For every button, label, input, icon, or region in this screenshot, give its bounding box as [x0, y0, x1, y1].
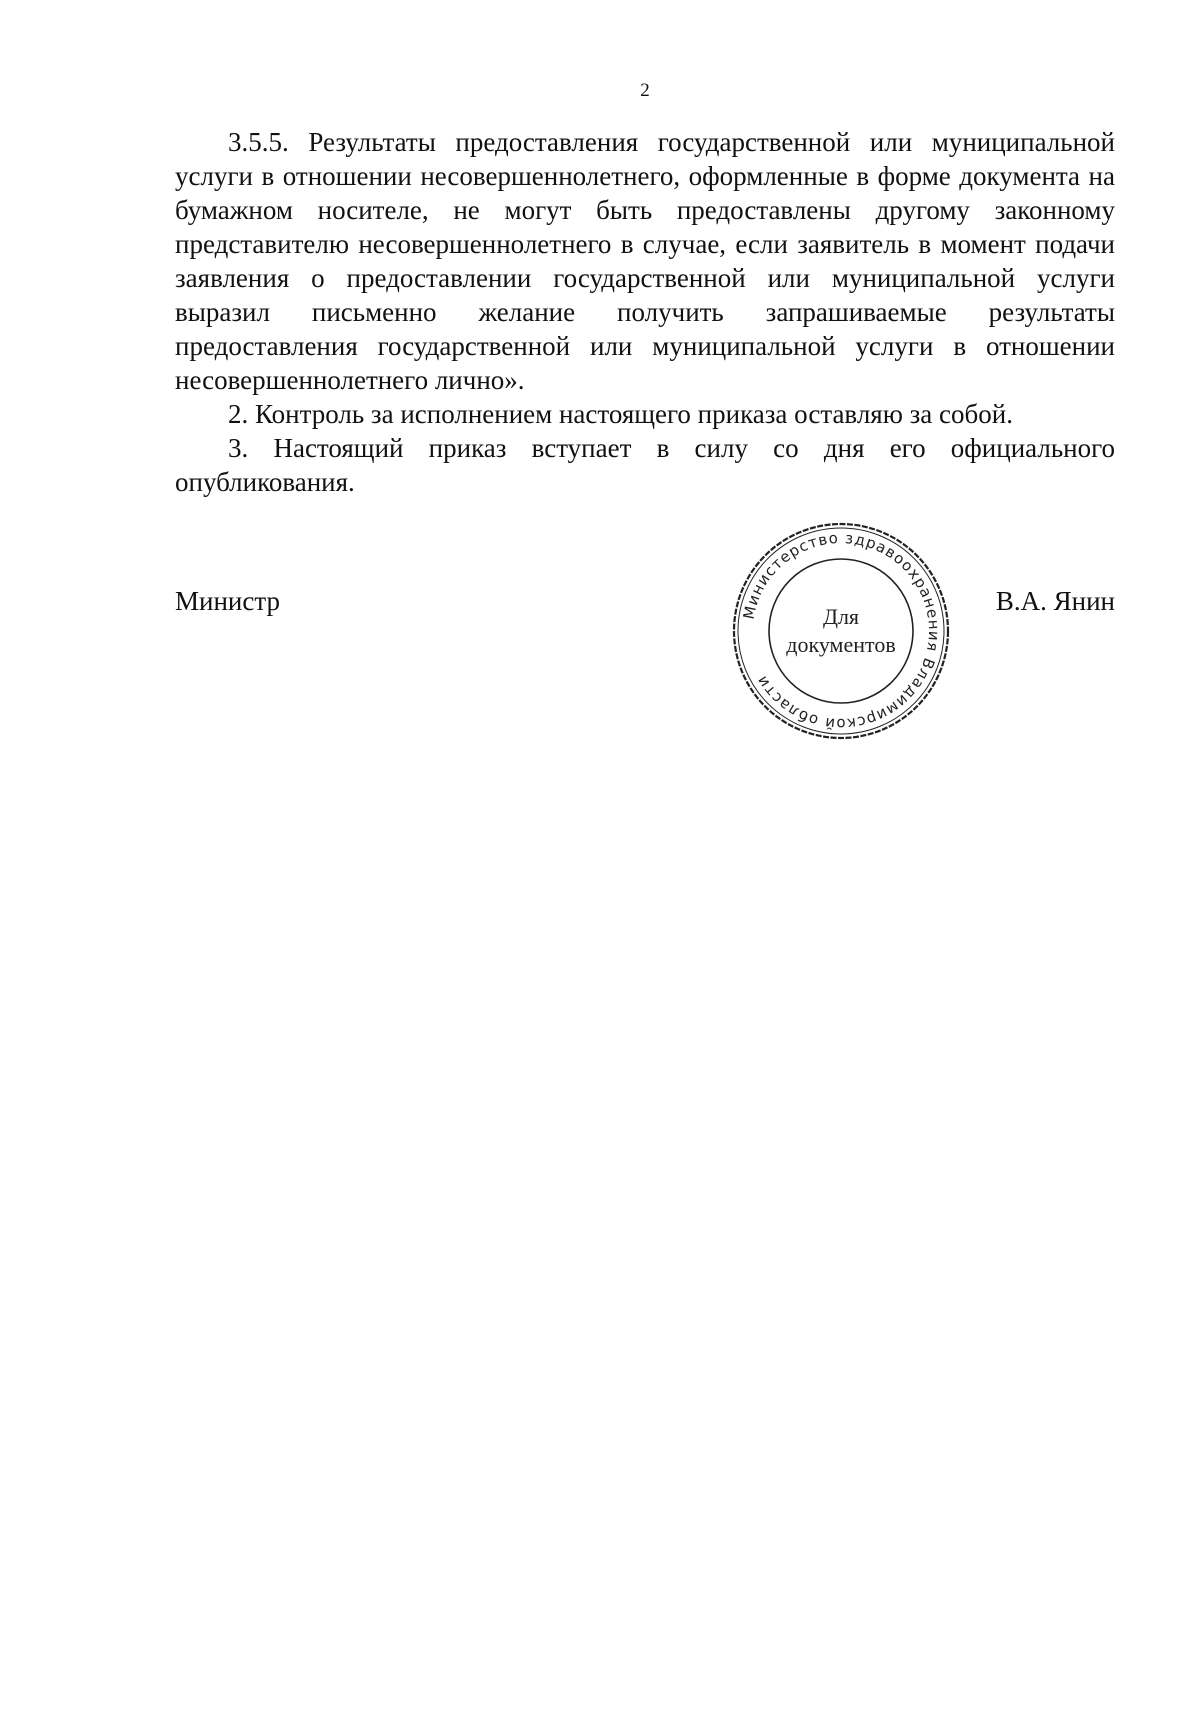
seal-graphic [726, 516, 956, 746]
seal-center-line-2: документов [786, 632, 896, 657]
document-body [175, 125, 1115, 499]
page-number: 2 [640, 80, 650, 101]
paragraph-2: 2. Контроль за исполнением настоящего приказа оставляю за собой. [228, 399, 1013, 429]
signatory-title: Министр [175, 586, 280, 616]
seal-ring-textpath: Министерство здравоохранения Владимирской области [739, 528, 944, 734]
paragraph-3: 3. Настоящий приказ вступает в силу со дня его официального опубликования. [175, 433, 1115, 497]
seal-inner-ring [769, 559, 913, 703]
signatory-name: В.А. Янин [995, 586, 1115, 616]
seal-outer-ring [734, 524, 948, 738]
paragraph-3-5-5: 3.5.5. Результаты предоставления государственной или муниципальной услуги в отношении несовершеннолетнего, оформленные в форме документа на бумажном носителе, не могут быть предоставлены другому законному представителю несовершеннолетнего в случае, если заявитель в момент подачи заявления о предоставлении государственной или муниципальной услуги выразил письменно желание получить запрашиваемые результаты предоставления государственной или муниципальной услуги в отношении несовершеннолетнего лично». [175, 127, 1115, 395]
official-seal [726, 516, 956, 746]
seal-center-line-1: Для [822, 604, 860, 629]
